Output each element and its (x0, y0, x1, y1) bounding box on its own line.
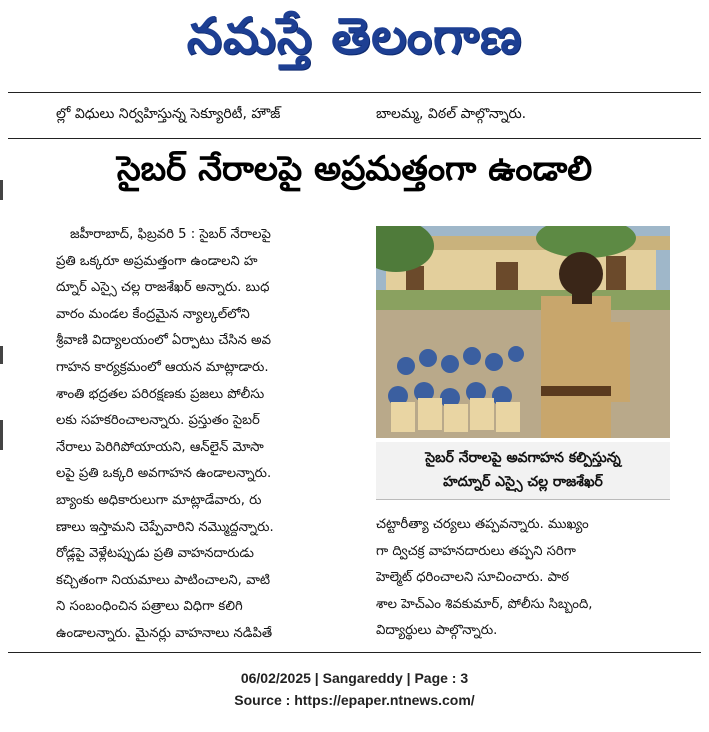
previous-article-left-text: ల్లో విధులు నిర్వహిస్తున్న సెక్యూరిటీ, హౌజ్ (56, 106, 281, 122)
body-line: జహీరాబాద్, ఫిబ్రవరి 5 : సైబర్ నేరాలపై (70, 227, 271, 242)
body-line: ద్నూర్ ఎస్సై చల్ల రాజశేఖర్ అన్నారు. బుధ (56, 280, 270, 296)
caption-line: సైబర్ నేరాలపై అవగాహన కల్పిస్తున్న (425, 450, 621, 466)
article-headline (0, 140, 709, 206)
headline-top-divider (8, 138, 701, 139)
body-line: ఉండాలన్నారు. మైనర్లు వాహనాలు నడిపితే (56, 625, 273, 641)
masthead-divider (8, 92, 701, 93)
body-line: విద్యార్థులు పాల్గొన్నారు. (376, 623, 498, 639)
newspaper-title: నమస్తే తెలంగాణ (186, 6, 523, 65)
body-line: కచ్చితంగా నియమాలు పాటించాలని, వాటి (56, 572, 271, 588)
body-line: హెల్మెట్ ధరించాలని సూచించారు. పాఠ (376, 570, 569, 586)
caption-line: హద్నూర్ ఎస్సై చల్ల రాజశేఖర్ (443, 474, 603, 490)
body-line: ణాలు ఇస్తామని చెప్పేవారిని నమ్మొద్దన్నారు. (56, 519, 274, 535)
masthead (0, 6, 709, 78)
body-line: శ్రీవాణి విద్యాలయంలో ఏర్పాటు చేసిన అవ (56, 333, 271, 349)
body-line: శాంతి భద్రతల పరిరక్షణకు ప్రజలు పోలీసు (56, 386, 265, 402)
body-line: బ్యాంకు అధికారులుగా మాట్లాడేవారు, రు (56, 492, 262, 508)
body-line: గాహన కార్యక్రమంలో ఆయన మాట్లాడారు. (56, 359, 269, 375)
body-line: లకు సహకరించాలన్నారు. ప్రస్తుతం సైబర్ (56, 413, 260, 429)
body-line: చట్టారీత్యా చర్యలు తప్పవన్నారు. ముఖ్యం (376, 517, 589, 532)
previous-article-strip (0, 100, 709, 132)
article-photo (376, 226, 670, 438)
body-line: లపై ప్రతి ఒక్కరి అవగాహన ఉండాలన్నారు. (56, 466, 272, 482)
body-line: ప్రతి ఒక్కరూ అప్రమత్తంగా ఉండాలని హ (56, 253, 258, 269)
footer-divider (8, 652, 701, 653)
photo-illustration (376, 226, 670, 438)
body-line: నేరాలు పెరిగిపోయాయని, ఆన్‌లైన్ మోసా (56, 439, 264, 455)
article-body-left (56, 222, 361, 648)
page-edge-mark (0, 180, 3, 200)
footer-source: Source : https://epaper.ntnews.com/ (234, 692, 475, 708)
photo-caption (376, 442, 670, 500)
page-edge-mark (0, 420, 3, 450)
body-line: శాల హెచ్ఎం శివకుమార్, పోలీసు సిబ్బంది, (376, 596, 593, 612)
previous-article-right-text: బాలమ్మ, విఠల్ పాల్గొన్నారు. (376, 106, 527, 122)
body-line: గా ద్విచక్ర వాహనదారులు తప్పని సరిగా (376, 543, 576, 559)
body-line: ని సంబంధించిన పత్రాలు విధిగా కలిగి (56, 599, 243, 615)
article-body-right (376, 512, 676, 645)
body-line: వారం మండల కేంద్రమైన న్యాల్కల్‌లోని (56, 306, 250, 322)
body-line: రోడ్లపై వెళ్లేటప్పుడు ప్రతి వాహనదారుడు (56, 546, 254, 562)
page-edge-mark (0, 346, 3, 364)
headline-text: సైబర్ నేరాలపై అప్రమత్తంగా ఉండాలి (116, 149, 593, 189)
footer-edition-info: 06/02/2025 | Sangareddy | Page : 3 (240, 670, 469, 686)
